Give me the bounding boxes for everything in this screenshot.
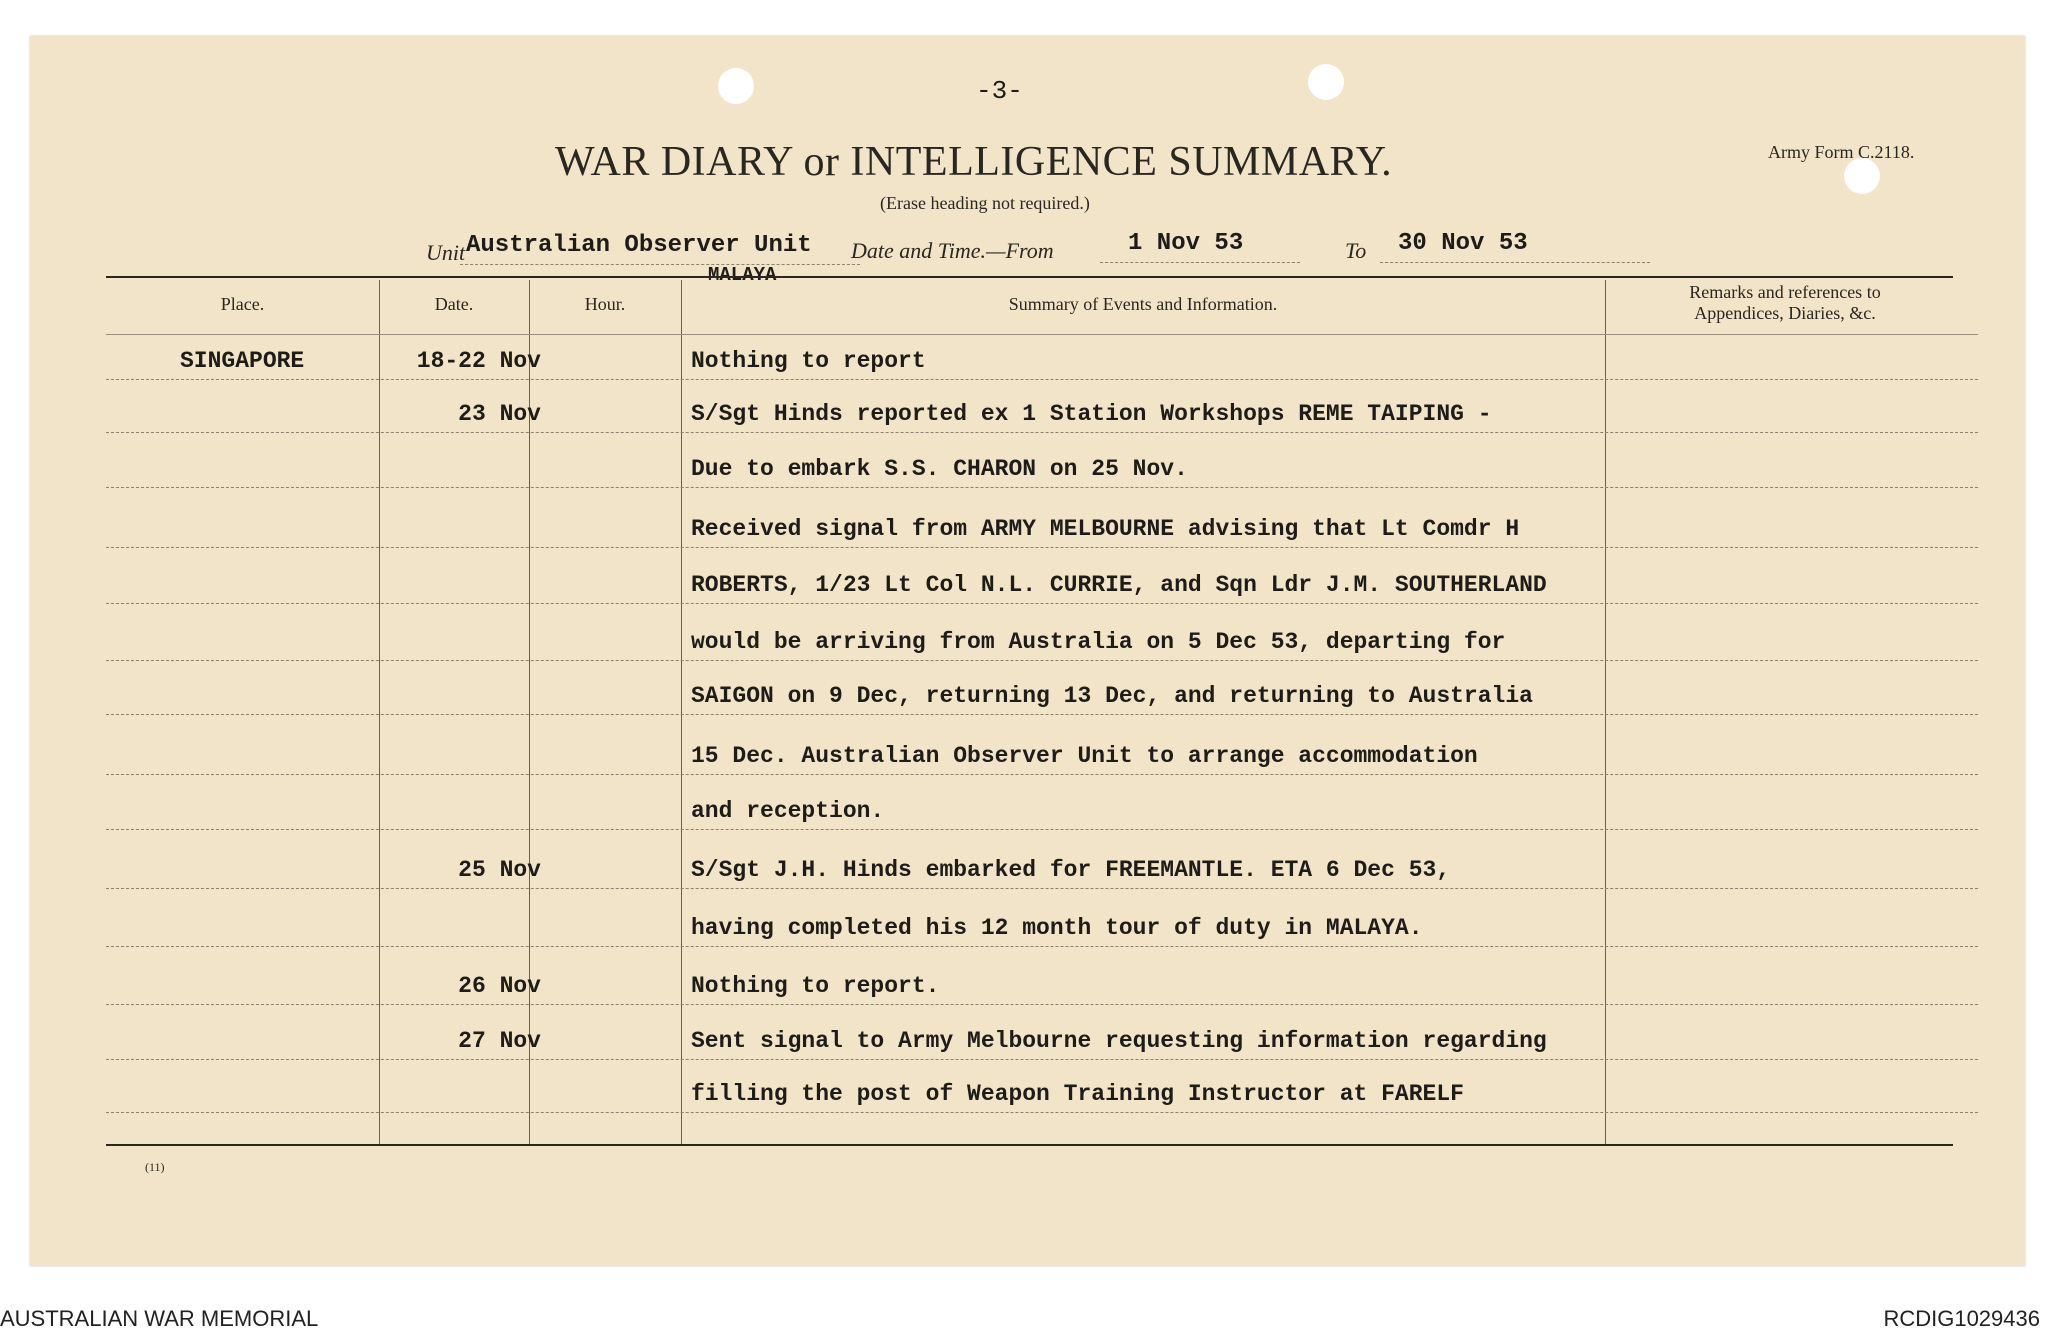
punch-hole <box>718 68 754 104</box>
date-cell: 27 Nov <box>458 1028 541 1054</box>
date-cell: 26 Nov <box>458 973 541 999</box>
summary-cell: and reception. <box>691 798 885 824</box>
row-rule <box>106 829 1978 830</box>
row-rule <box>106 888 1978 889</box>
army-form-number: Army Form C.2118. <box>1768 142 1915 162</box>
row-rule <box>106 487 1978 488</box>
from-date: 1 Nov 53 <box>1128 230 1244 257</box>
date-cell: 25 Nov <box>458 857 541 883</box>
column-header-summary: Summary of Events and Information. <box>1008 294 1278 314</box>
row-rule <box>106 1004 1978 1005</box>
summary-cell: ROBERTS, 1/23 Lt Col N.L. CURRIE, and Sqn Ldr J.M. SOUTHERLAND <box>691 572 1547 598</box>
summary-cell: would be arriving from Australia on 5 Dec 53, departing for <box>691 629 1506 655</box>
summary-cell: having completed his 12 month tour of duty in MALAYA. <box>691 915 1423 941</box>
summary-cell: Nothing to report. <box>691 973 940 999</box>
summary-cell: 15 Dec. Australian Observer Unit to arrange accommodation <box>691 743 1478 769</box>
footer-source: AUSTRALIAN WAR MEMORIAL <box>0 1306 319 1331</box>
unit-value: Australian Observer Unit <box>466 232 812 259</box>
row-rule <box>106 1059 1978 1060</box>
summary-cell: SAIGON on 9 Dec, returning 13 Dec, and returning to Australia <box>691 683 1533 709</box>
to-underline <box>1380 262 1650 263</box>
row-rule <box>106 547 1978 548</box>
summary-cell: S/Sgt J.H. Hinds embarked for FREEMANTLE. ETA 6 Dec 53, <box>691 857 1451 883</box>
table-bottom-rule <box>106 1144 1953 1146</box>
from-underline <box>1100 262 1300 263</box>
column-header-place: Place. <box>220 294 265 314</box>
footer-id: RCDIG1029436 <box>1883 1306 2040 1331</box>
punch-hole <box>1844 158 1880 194</box>
row-rule <box>106 1112 1978 1113</box>
column-header-hour: Hour. <box>584 294 626 314</box>
header-underline <box>106 334 1978 335</box>
row-rule <box>106 714 1978 715</box>
column-header-date: Date. <box>434 294 474 314</box>
col-divider <box>681 280 682 1144</box>
page-number: -3- <box>976 76 1023 106</box>
summary-cell: S/Sgt Hinds reported ex 1 Station Workshops REME TAIPING - <box>691 401 1492 427</box>
date-cell: 18-22 Nov <box>416 348 541 374</box>
page-title: WAR DIARY or INTELLIGENCE SUMMARY. <box>555 139 1393 185</box>
summary-cell: Received signal from ARMY MELBOURNE advising that Lt Comdr H <box>691 516 1520 542</box>
date-cell: 23 Nov <box>458 401 541 427</box>
unit-label: Unit <box>426 240 466 265</box>
column-header-remarks: Remarks and references to Appendices, Diaries, &c. <box>1689 282 1881 323</box>
row-rule <box>106 774 1978 775</box>
col-divider <box>1605 280 1606 1144</box>
unit-sub: MALAYA <box>708 264 777 286</box>
form-code: (11) <box>145 1160 165 1174</box>
punch-hole <box>1308 64 1344 100</box>
row-rule <box>106 946 1978 947</box>
to-label: To <box>1345 238 1367 263</box>
to-date: 30 Nov 53 <box>1398 230 1528 257</box>
summary-cell: filling the post of Weapon Training Instructor at FARELF <box>691 1081 1464 1107</box>
unit-underline <box>460 264 860 265</box>
summary-cell: Due to embark S.S. CHARON on 25 Nov. <box>691 456 1188 482</box>
summary-cell: Nothing to report <box>691 348 926 374</box>
row-rule <box>106 379 1978 380</box>
summary-cell: Sent signal to Army Melbourne requesting information regarding <box>691 1028 1547 1054</box>
diary-sheet <box>30 36 2025 1266</box>
table-top-rule <box>106 276 1953 278</box>
place-cell: SINGAPORE <box>180 348 305 374</box>
row-rule <box>106 432 1978 433</box>
row-rule <box>106 603 1978 604</box>
page-subtitle: (Erase heading not required.) <box>880 193 1090 213</box>
date-time-label: Date and Time.—From <box>851 238 1054 263</box>
row-rule <box>106 660 1978 661</box>
